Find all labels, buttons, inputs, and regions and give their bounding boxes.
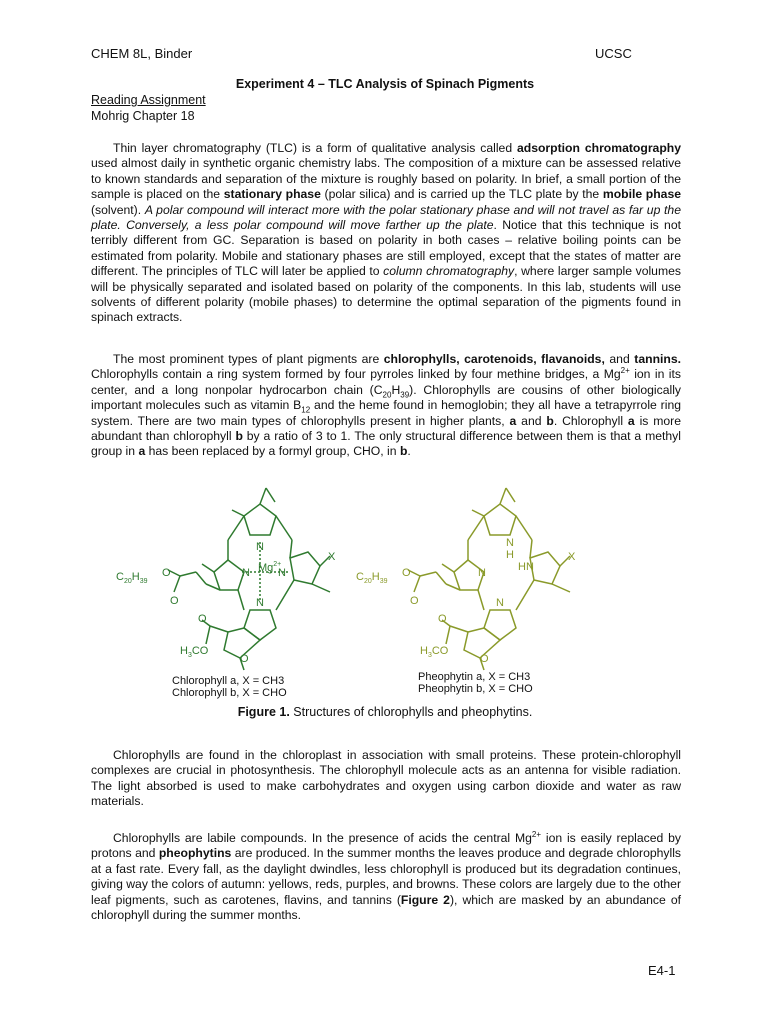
atom-n-bottom: N bbox=[256, 597, 264, 609]
chlorophyll-label-b: Chlorophyll b, X = CHO bbox=[172, 687, 287, 699]
atom-x: X bbox=[568, 551, 576, 563]
atom-o-methyl: O bbox=[438, 613, 447, 625]
figure-caption: Figure 1. Structures of chlorophylls and pheophytins. bbox=[237, 705, 533, 719]
pheophytin-atom-labels bbox=[356, 537, 576, 665]
atom-o-ester: O bbox=[162, 567, 171, 579]
paragraph-chloroplast: Chlorophylls are found in the chloroplast in association with small proteins. These protein-chlorophyll complexes are crucial in photosynthesis. The chlorophyll molecule acts as an antenna for visible radiation. The light absorbed is used to make carbohydrates and oxygen using carbon dioxide and water as raw materials. bbox=[91, 748, 681, 809]
atom-o-carbonyl: O bbox=[170, 595, 179, 607]
header-course: CHEM 8L, Binder bbox=[91, 46, 193, 61]
atom-x: X bbox=[328, 551, 336, 563]
reading-assignment bbox=[91, 93, 206, 124]
atom-o-methyl: O bbox=[198, 613, 207, 625]
atom-mg: $Mg^{2+}$ bbox=[258, 561, 282, 574]
pheophytin-label-b: Pheophytin b, X = CHO bbox=[418, 683, 533, 695]
atom-o-carbonyl: O bbox=[410, 595, 419, 607]
atom-o-ketone: O bbox=[480, 653, 489, 665]
chlorophyll-structure bbox=[168, 488, 330, 670]
atom-n-top: N bbox=[506, 537, 514, 549]
atom-h3co: $H_3CO$ bbox=[420, 645, 449, 659]
atom-o-ketone: O bbox=[240, 653, 249, 665]
page-number: E4-1 bbox=[648, 963, 676, 978]
atom-n-left: N bbox=[242, 567, 250, 579]
pheophytin-structure bbox=[408, 488, 570, 670]
atom-h-top: H bbox=[506, 549, 514, 561]
header-school: UCSC bbox=[595, 46, 632, 61]
paragraph-tlc-intro: Thin layer chromatography (TLC) is a form of qualitative analysis called adsorption chromatography used almost daily in synthetic organic chemistry labs. The composition of a mixture can be assessed relative to known standards and separation of the mixture is roughly based on polarity. In brief, a small portion of the sample is placed on the stationary phase (polar silica) and is carried up the TLC plate by the mobile phase (solvent). A polar compound will interact more with the polar stationary phase and will not travel as far up the plate. Conversely, a less polar compound will move farther up the plate. Notice that this technique is not terribly different from GC. Separation is based on polarity in both cases – relative boiling points can be estimated from polarity. Mobile and stationary phases are still employed, except that the states of matter are different. The principles of TLC will later be applied to column chromatography, where larger sample volumes will be physically separated and isolated based on polarity of the components. In this lab, students will use solvents of different polarity (mobile phases) to determine the optimal separation of the pigments found in spinach extracts. bbox=[91, 141, 682, 325]
atom-c20h39: $C_{20}H_{39}$ bbox=[356, 571, 388, 585]
reading-text: Mohrig Chapter 18 bbox=[91, 108, 195, 123]
atom-n-right: N bbox=[278, 567, 286, 579]
atom-n-top: N bbox=[256, 541, 264, 553]
chlorophyll-atom-labels bbox=[116, 541, 336, 665]
atom-n-left: N bbox=[478, 567, 486, 579]
atom-n-bottom: N bbox=[496, 597, 504, 609]
paragraph-labile: Chlorophylls are labile compounds. In the presence of acids the central $Mg^{2+}$ ion is easily replaced by protons and pheophytins are produced. In the summer months the leaves produce and degrade chlorophylls at a fast rate. Every fall, as the daylight dwindles, less chlorophyll is produced but its degradation continues, giving way the colors of autumn: yellows, reds, purples, and browns. These colors are largely due to the other leaf pigments, such as carotenes, flavins, and tannins (Figure 2), which are masked by an abundance of chlorophyll during the summer months. bbox=[91, 829, 682, 923]
reading-heading: Reading Assignment bbox=[91, 93, 206, 107]
atom-o-ester: O bbox=[402, 567, 411, 579]
pheophytin-label-a: Pheophytin a, X = CH3 bbox=[418, 671, 531, 683]
figure-chlorophyll-structures bbox=[110, 480, 670, 699]
chlorophyll-label-a: Chlorophyll a, X = CH3 bbox=[172, 675, 285, 687]
page-title: Experiment 4 – TLC Analysis of Spinach Pigments bbox=[235, 77, 535, 91]
atom-hn: HN bbox=[518, 561, 534, 573]
atom-c20h39: $C_{20}H_{39}$ bbox=[116, 571, 148, 585]
paragraph-pigments: The most prominent types of plant pigments are chlorophylls, carotenoids, flavanoids, and tannins. Chlorophylls contain a ring system formed by four pyrroles linked by four methine bridges, a $Mg^{2+}$ ion in its center, and a long nonpolar hydrocarbon chain $(C_{20}H_{39})$. Chlorophylls are cousins of other biologically important molecules such as vitamin $B_{12}$ and the heme found in hemoglobin; they all have a tetrapyrrole ring system. There are two main types of chlorophylls present in higher plants, a and b. Chlorophyll a is more abundant than chlorophyll b by a ratio of 3 to 1. The only structural difference between them is that a methyl group in a has been replaced by a formyl group, CHO, in b. bbox=[91, 352, 682, 459]
atom-h3co: $H_3CO$ bbox=[180, 645, 209, 659]
